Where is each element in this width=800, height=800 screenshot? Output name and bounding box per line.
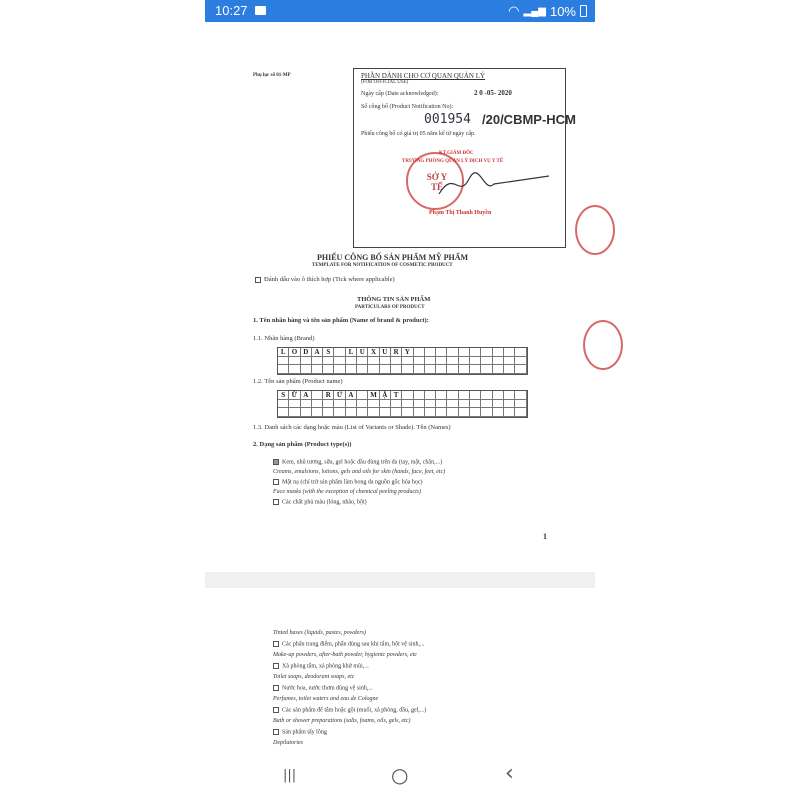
grid-cell [504, 357, 515, 366]
battery-icon [580, 5, 587, 17]
grid-cell [425, 408, 436, 417]
grid-cell: T [391, 391, 402, 400]
grid-cell [447, 400, 458, 409]
grid-cell [414, 357, 425, 366]
grid-cell [312, 408, 323, 417]
grid-cell [380, 365, 391, 374]
notification-suffix: /20/CBMP-HCM [482, 112, 576, 127]
grid-cell: Ử [334, 391, 345, 400]
grid-cell [312, 391, 323, 400]
grid-cell [357, 400, 368, 409]
product-type-en: Toilet soaps, deodorant soaps, etc [273, 674, 355, 680]
grid-cell [289, 408, 300, 417]
grid-cell [436, 357, 447, 366]
brand-label: 1.1. Nhãn hàng (Brand) [253, 335, 315, 342]
grid-cell [447, 365, 458, 374]
product-type-option: Xà phòng tắm, xà phòng khử mùi,... [273, 663, 369, 669]
grid-cell [470, 391, 481, 400]
grid-cell [323, 400, 334, 409]
checkbox-icon [273, 499, 279, 505]
grid-cell [402, 391, 413, 400]
grid-cell [414, 400, 425, 409]
grid-cell [312, 365, 323, 374]
grid-cell [346, 408, 357, 417]
grid-cell [414, 408, 425, 417]
grid-cell [278, 357, 289, 366]
grid-cell: M [368, 391, 379, 400]
section-title-en: PARTICULARS OF PRODUCT [355, 305, 425, 310]
variants-label: 1.3. Danh sách các dạng hoặc màu (List of Variants or Shade). Tên (Names) [253, 424, 451, 431]
grid-cell [380, 400, 391, 409]
grid-cell [301, 408, 312, 417]
battery-percent: 10% [549, 3, 576, 19]
grid-cell: L [346, 348, 357, 357]
date-label: Ngày cấp (Date acknowledged): [361, 91, 439, 97]
grid-cell [481, 357, 492, 366]
grid-cell [301, 357, 312, 366]
grid-cell [504, 400, 515, 409]
phone-screen [205, 0, 595, 800]
form-title: PHIẾU CÔNG BỐ SẢN PHẨM MỸ PHẨM [317, 253, 469, 262]
grid-cell [515, 391, 526, 400]
side-seal-bottom [583, 320, 623, 370]
product-type-en: Face masks (with the exception of chemical peeling products) [273, 489, 422, 495]
grid-cell [414, 365, 425, 374]
product-name-grid [277, 390, 528, 418]
grid-cell [504, 365, 515, 374]
grid-cell [402, 357, 413, 366]
grid-cell [380, 408, 391, 417]
grid-cell: D [301, 348, 312, 357]
grid-cell [402, 408, 413, 417]
grid-cell [425, 391, 436, 400]
grid-cell [436, 365, 447, 374]
section-title: THÔNG TIN SẢN PHẨM [357, 296, 431, 303]
official-seal: SỞ Y TẾ [406, 152, 464, 210]
grid-cell [515, 408, 526, 417]
grid-cell [278, 408, 289, 417]
grid-cell [493, 348, 504, 357]
official-use-box [353, 68, 576, 248]
grid-cell [493, 408, 504, 417]
grid-cell [312, 357, 323, 366]
checkbox-icon [273, 707, 279, 713]
grid-cell: U [380, 348, 391, 357]
stamp-title: KT.GIÁM ĐỐC [439, 151, 474, 156]
grid-cell [515, 400, 526, 409]
grid-cell: Ữ [289, 391, 300, 400]
checkbox-icon [273, 729, 279, 735]
grid-cell [436, 348, 447, 357]
validity-note: Phiếu công bố có giá trị 05 năm kể từ ngày cấp. [361, 131, 476, 137]
grid-cell [436, 408, 447, 417]
grid-cell [368, 365, 379, 374]
grid-cell [425, 348, 436, 357]
grid-cell [470, 400, 481, 409]
recent-apps-button[interactable]: ||| [283, 768, 297, 783]
date-value: 2 0 -05- 2020 [474, 89, 512, 97]
grid-cell [301, 365, 312, 374]
product-type-option: Kem, nhũ tương, sữa, gel hoặc dầu dùng trên da (tay, mặt, chân,...) [273, 459, 442, 465]
grid-cell: Y [402, 348, 413, 357]
grid-cell [481, 348, 492, 357]
form-title-en: TEMPLATE FOR NOTIFICATION OF COSMETIC PRODUCT [312, 263, 453, 268]
wifi-icon: ◠ [508, 3, 520, 18]
product-type-en: Creams, emulsions, lotions, gels and oils for skin (hands, face, feet, etc) [273, 469, 446, 475]
grid-cell [402, 400, 413, 409]
brand-grid [277, 347, 528, 375]
grid-cell [436, 400, 447, 409]
section-1-heading: 1. Tên nhãn hàng và tên sản phẩm (Name of brand & product): [253, 317, 429, 324]
grid-cell [504, 391, 515, 400]
grid-cell [357, 357, 368, 366]
grid-cell [402, 365, 413, 374]
grid-cell [334, 365, 345, 374]
checkbox-icon [273, 641, 279, 647]
grid-cell [391, 365, 402, 374]
product-type-option: Mặt nạ (chỉ trừ sản phẩm làm bong da nguồn gốc hóa học) [273, 479, 423, 485]
grid-cell [447, 408, 458, 417]
grid-cell: U [357, 348, 368, 357]
signer-name: Phạm Thị Thanh Huyền [429, 210, 492, 216]
grid-cell: S [278, 391, 289, 400]
product-name-label: 1.2. Tên sản phẩm (Product name) [253, 378, 343, 385]
page-number: 1 [543, 532, 547, 541]
grid-cell [459, 365, 470, 374]
grid-cell [515, 357, 526, 366]
checkbox-icon [255, 277, 261, 283]
grid-cell [368, 408, 379, 417]
grid-cell [425, 365, 436, 374]
grid-cell [459, 348, 470, 357]
grid-cell [504, 408, 515, 417]
grid-cell [334, 357, 345, 366]
checkbox-icon [273, 479, 279, 485]
grid-cell [334, 408, 345, 417]
grid-cell [459, 400, 470, 409]
product-type-en: Depilatories [273, 740, 303, 746]
grid-cell: A [312, 348, 323, 357]
appendix-label: Phụ lục số 01-MP [253, 73, 291, 78]
grid-cell [368, 357, 379, 366]
grid-cell: L [278, 348, 289, 357]
grid-cell [278, 365, 289, 374]
grid-cell [493, 400, 504, 409]
grid-cell [323, 408, 334, 417]
grid-cell [346, 400, 357, 409]
grid-cell [357, 365, 368, 374]
grid-cell [312, 400, 323, 409]
official-subtitle: (FOR OFFICIAL USE) [361, 80, 409, 85]
grid-cell [391, 357, 402, 366]
checkbox-icon [273, 663, 279, 669]
product-type-option: Các sản phẩm để tắm hoặc gội (muối, xà phòng, dầu, gel,...) [273, 707, 426, 713]
grid-cell [459, 391, 470, 400]
grid-cell [470, 357, 481, 366]
grid-cell [470, 408, 481, 417]
grid-cell [278, 400, 289, 409]
product-type-option: Nước hoa, nước thơm dùng vệ sinh,... [273, 685, 373, 691]
grid-cell [391, 400, 402, 409]
grid-cell [481, 400, 492, 409]
product-type-option: Các chất phủ màu (lỏng, nhão, bột) [273, 499, 367, 505]
grid-cell: Ặ [380, 391, 391, 400]
official-title: PHẦN DÀNH CHO CƠ QUAN QUẢN LÝ [361, 72, 486, 80]
grid-cell [289, 400, 300, 409]
grid-cell [414, 391, 425, 400]
grid-cell: O [289, 348, 300, 357]
grid-cell [289, 365, 300, 374]
grid-cell [481, 391, 492, 400]
product-type-en: Perfumes, toilet waters and eau de Cologne [273, 696, 379, 702]
grid-cell [504, 348, 515, 357]
product-type-en: Tinted bases (liquids, pastes, powders) [273, 630, 367, 636]
grid-cell [323, 365, 334, 374]
signal-icon: ▂▄▆ [523, 5, 546, 17]
grid-cell [414, 348, 425, 357]
grid-cell [289, 357, 300, 366]
grid-cell [493, 365, 504, 374]
grid-cell [391, 408, 402, 417]
grid-cell [425, 400, 436, 409]
grid-cell [470, 348, 481, 357]
grid-cell [436, 391, 447, 400]
stamp-org: TRƯỞNG PHÒNG QUẢN LÝ DỊCH VỤ Y TẾ [402, 159, 504, 164]
product-type-en: Bath or shower preparations (salts, foams, oils, gels, etc) [273, 718, 411, 724]
grid-cell [323, 357, 334, 366]
grid-cell: A [301, 391, 312, 400]
grid-cell [380, 357, 391, 366]
grid-cell [447, 391, 458, 400]
grid-cell [459, 408, 470, 417]
checkbox-icon [273, 459, 279, 465]
grid-cell: R [323, 391, 334, 400]
number-label: Số công bố (Product Notification No): [361, 104, 454, 110]
grid-cell: X [368, 348, 379, 357]
notification-number: 001954 [424, 112, 471, 127]
grid-cell [301, 400, 312, 409]
grid-cell [368, 400, 379, 409]
grid-cell [334, 348, 345, 357]
grid-cell [515, 348, 526, 357]
grid-cell [447, 348, 458, 357]
section-2-heading: 2. Dạng sản phẩm (Product type(s)) [253, 441, 352, 448]
folder-icon [255, 6, 266, 15]
navigation-bar [205, 760, 595, 795]
grid-cell [481, 408, 492, 417]
product-type-option: Sản phẩm tẩy lông [273, 729, 327, 735]
grid-cell [470, 365, 481, 374]
grid-cell [459, 357, 470, 366]
tick-note: Đánh dấu vào ô thích hợp (Tick where applicable) [255, 276, 395, 283]
grid-cell [334, 400, 345, 409]
side-seal-top [575, 205, 615, 255]
product-type-en: Make-up powders, after-bath powder, hygienic powders, etc [273, 652, 418, 658]
page-separator [205, 572, 595, 588]
grid-cell [493, 357, 504, 366]
grid-cell [357, 408, 368, 417]
back-button[interactable]: ‹ [505, 761, 514, 786]
grid-cell [357, 391, 368, 400]
checkbox-icon [273, 685, 279, 691]
grid-cell [447, 357, 458, 366]
grid-cell [515, 365, 526, 374]
status-bar [205, 0, 595, 22]
product-type-option: Các phấn trang điểm, phấn dùng sau khi tắm, bột vệ sinh,... [273, 641, 424, 647]
grid-cell [346, 365, 357, 374]
grid-cell: R [391, 348, 402, 357]
grid-cell [481, 365, 492, 374]
grid-cell: A [346, 391, 357, 400]
grid-cell: S [323, 348, 334, 357]
clock: 10:27 [215, 3, 248, 18]
grid-cell [493, 391, 504, 400]
signature [434, 164, 554, 204]
grid-cell [346, 357, 357, 366]
home-button[interactable]: ○ [391, 763, 409, 787]
grid-cell [425, 357, 436, 366]
